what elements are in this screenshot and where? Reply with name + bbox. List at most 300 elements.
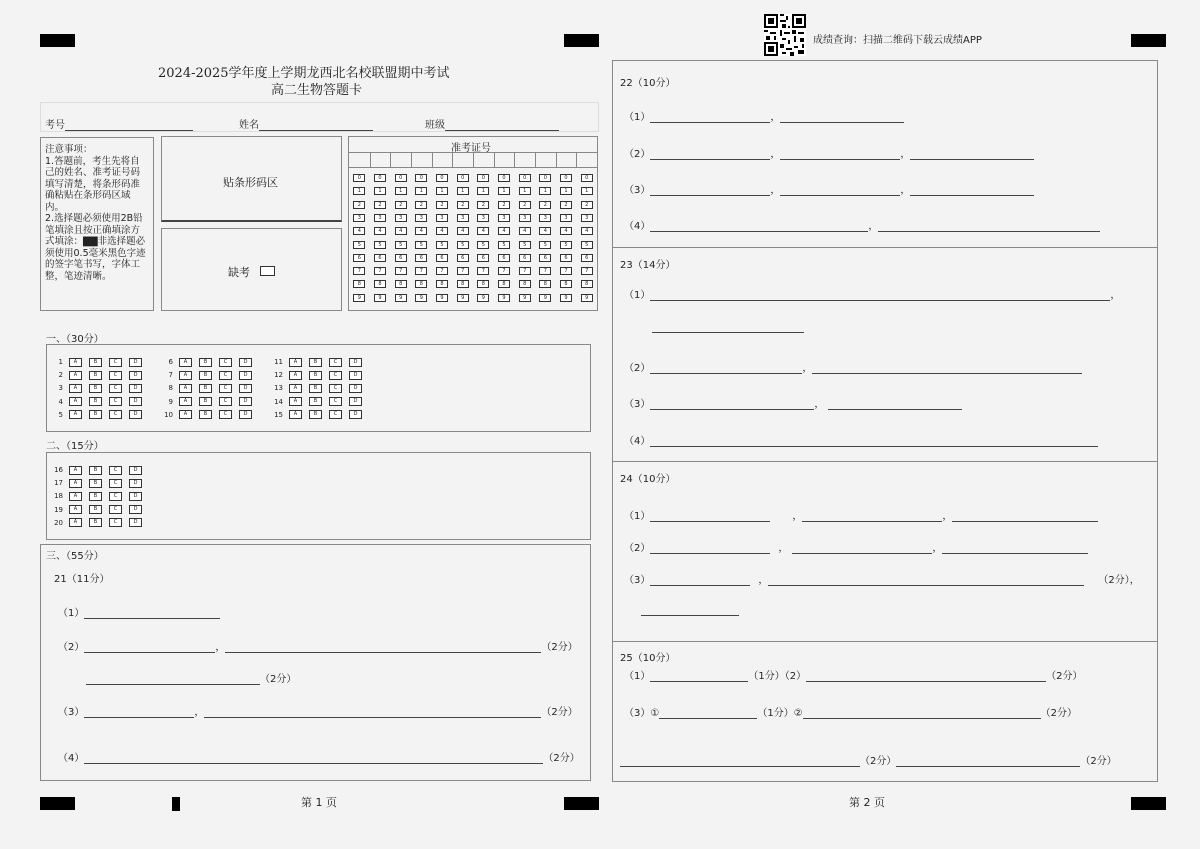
- digit-bubble[interactable]: 2: [519, 201, 531, 209]
- answer-line[interactable]: [650, 220, 868, 232]
- option-bubble[interactable]: A: [69, 397, 82, 406]
- corner-mark: [40, 797, 75, 810]
- option-bubble[interactable]: C: [219, 358, 232, 367]
- digit-bubble[interactable]: 6: [395, 254, 407, 262]
- option-bubble[interactable]: D: [349, 358, 362, 367]
- mc-question-row: [269, 357, 369, 367]
- option-bubble[interactable]: C: [219, 397, 232, 406]
- digit-bubble[interactable]: 6: [415, 254, 427, 262]
- option-bubble[interactable]: D: [349, 371, 362, 380]
- option-bubble[interactable]: B: [199, 397, 212, 406]
- digit-bubble[interactable]: 4: [457, 227, 469, 235]
- digit-bubble[interactable]: 3: [477, 214, 489, 222]
- digit-bubble[interactable]: 5: [374, 241, 386, 249]
- answer-line[interactable]: [780, 184, 900, 196]
- digit-bubble[interactable]: 2: [415, 201, 427, 209]
- digit-bubble[interactable]: 0: [498, 174, 510, 182]
- digit-bubble[interactable]: 8: [498, 280, 510, 288]
- digit-bubble[interactable]: 9: [415, 294, 427, 302]
- answer-line[interactable]: [84, 752, 543, 764]
- option-bubble[interactable]: C: [109, 397, 122, 406]
- answer-line[interactable]: [225, 641, 541, 653]
- grid-divider: [556, 152, 557, 167]
- q23-part2: [624, 359, 1082, 374]
- option-bubble[interactable]: C: [109, 518, 122, 527]
- digit-bubble[interactable]: 9: [457, 294, 469, 302]
- option-bubble[interactable]: A: [289, 397, 302, 406]
- question-number: 1: [58, 358, 63, 366]
- digit-bubble[interactable]: 2: [539, 201, 551, 209]
- option-bubble[interactable]: A: [289, 358, 302, 367]
- answer-line[interactable]: [650, 542, 770, 554]
- digit-bubble[interactable]: 4: [395, 227, 407, 235]
- option-bubble[interactable]: D: [129, 384, 142, 393]
- option-bubble[interactable]: B: [89, 384, 102, 393]
- q21-p3-label: （3）: [58, 707, 85, 718]
- mc-question-row: [49, 410, 149, 420]
- exam-no-field[interactable]: [45, 116, 193, 131]
- digit-bubble[interactable]: 4: [498, 227, 510, 235]
- digit-bubble[interactable]: 8: [581, 280, 593, 288]
- option-bubble[interactable]: A: [179, 358, 192, 367]
- points-label: （2分），: [1098, 575, 1140, 586]
- digit-bubble[interactable]: 2: [374, 201, 386, 209]
- digit-bubble[interactable]: 9: [353, 294, 365, 302]
- option-bubble[interactable]: A: [179, 410, 192, 419]
- digit-bubble[interactable]: 1: [519, 187, 531, 195]
- answer-line[interactable]: [84, 607, 220, 619]
- digit-bubble[interactable]: 1: [395, 187, 407, 195]
- answer-line[interactable]: [650, 289, 1110, 301]
- answer-line[interactable]: [650, 148, 770, 160]
- q21-p1-label: （1）: [58, 608, 85, 619]
- digit-bubble[interactable]: 9: [395, 294, 407, 302]
- digit-bubble[interactable]: 8: [436, 280, 448, 288]
- digit-bubble[interactable]: 6: [498, 254, 510, 262]
- digit-bubble[interactable]: 3: [374, 214, 386, 222]
- digit-bubble[interactable]: 0: [353, 174, 365, 182]
- digit-bubble[interactable]: 0: [436, 174, 448, 182]
- absent-area: [161, 228, 342, 311]
- answer-line[interactable]: [952, 510, 1098, 522]
- option-bubble[interactable]: D: [349, 384, 362, 393]
- digit-bubble[interactable]: 9: [581, 294, 593, 302]
- digit-bubble[interactable]: 4: [353, 227, 365, 235]
- option-bubble[interactable]: B: [89, 358, 102, 367]
- option-bubble[interactable]: B: [309, 384, 322, 393]
- option-bubble[interactable]: B: [89, 479, 102, 488]
- digit-bubble[interactable]: 7: [353, 267, 365, 275]
- mc-question-row: [269, 410, 369, 420]
- answer-line[interactable]: [650, 362, 802, 374]
- option-bubble[interactable]: D: [129, 397, 142, 406]
- barcode-label: 贴条形码区: [223, 176, 278, 189]
- digit-bubble[interactable]: 0: [415, 174, 427, 182]
- option-bubble[interactable]: C: [329, 358, 342, 367]
- digit-bubble[interactable]: 3: [395, 214, 407, 222]
- option-bubble[interactable]: B: [309, 371, 322, 380]
- digit-bubble[interactable]: 5: [539, 241, 551, 249]
- answer-line[interactable]: [650, 111, 770, 123]
- answer-line[interactable]: [641, 604, 739, 616]
- option-bubble[interactable]: C: [109, 479, 122, 488]
- answer-line[interactable]: [650, 435, 1098, 447]
- digit-bubble[interactable]: 8: [395, 280, 407, 288]
- answer-line[interactable]: [812, 362, 1082, 374]
- option-bubble[interactable]: C: [109, 384, 122, 393]
- question-number: 18: [54, 492, 63, 501]
- option-bubble[interactable]: B: [89, 518, 102, 527]
- answer-line[interactable]: [910, 148, 1034, 160]
- option-bubble[interactable]: D: [129, 505, 142, 514]
- mc-question-row: [49, 478, 149, 488]
- digit-bubble[interactable]: 2: [560, 201, 572, 209]
- answer-line[interactable]: [768, 574, 1084, 586]
- points-label: （2分）: [1080, 756, 1117, 767]
- q23-part4: [624, 432, 1098, 447]
- digit-bubble[interactable]: 0: [581, 174, 593, 182]
- option-bubble[interactable]: D: [239, 358, 252, 367]
- qr-caption: 成绩查询：扫描二维码下载云成绩APP: [813, 35, 982, 46]
- option-bubble[interactable]: B: [89, 505, 102, 514]
- points-label: （2分）: [1040, 708, 1078, 719]
- answer-line[interactable]: [84, 706, 194, 718]
- answer-line[interactable]: [878, 220, 1100, 232]
- mc-section-1: [46, 344, 591, 432]
- digit-bubble[interactable]: 1: [415, 187, 427, 195]
- digit-bubble[interactable]: 8: [457, 280, 469, 288]
- digit-bubble[interactable]: 1: [477, 187, 489, 195]
- digit-bubble[interactable]: 2: [581, 201, 593, 209]
- option-bubble[interactable]: C: [219, 410, 232, 419]
- digit-bubble[interactable]: 3: [498, 214, 510, 222]
- option-bubble[interactable]: A: [69, 466, 82, 475]
- digit-bubble[interactable]: 5: [581, 241, 593, 249]
- digit-bubble[interactable]: 7: [457, 267, 469, 275]
- q24-part2: [624, 539, 1088, 554]
- option-bubble[interactable]: C: [109, 492, 122, 501]
- digit-bubble[interactable]: 3: [519, 214, 531, 222]
- answer-line[interactable]: [650, 510, 770, 522]
- option-bubble[interactable]: B: [89, 410, 102, 419]
- exam-no-label: 考号: [45, 120, 65, 131]
- digit-bubble[interactable]: 9: [560, 294, 572, 302]
- digit-bubble[interactable]: 5: [498, 241, 510, 249]
- option-bubble[interactable]: C: [219, 384, 232, 393]
- digit-bubble[interactable]: 8: [353, 280, 365, 288]
- option-bubble[interactable]: A: [69, 384, 82, 393]
- option-bubble[interactable]: C: [329, 410, 342, 419]
- digit-bubble[interactable]: 8: [477, 280, 489, 288]
- answer-line[interactable]: [204, 706, 541, 718]
- digit-bubble[interactable]: 7: [519, 267, 531, 275]
- digit-bubble[interactable]: 1: [539, 187, 551, 195]
- separator: ，: [770, 112, 781, 123]
- question-number: 6: [168, 358, 173, 366]
- digit-bubble[interactable]: 7: [498, 267, 510, 275]
- name-field[interactable]: [239, 116, 373, 131]
- option-bubble[interactable]: D: [239, 371, 252, 380]
- answer-line[interactable]: [650, 398, 814, 410]
- option-bubble[interactable]: D: [129, 371, 142, 380]
- digit-bubble[interactable]: 6: [436, 254, 448, 262]
- label: （2）: [624, 149, 651, 160]
- q25-part3-cont: [620, 752, 1117, 767]
- separator: ，: [900, 185, 911, 196]
- digit-bubble[interactable]: 5: [477, 241, 489, 249]
- digit-bubble[interactable]: 2: [436, 201, 448, 209]
- answer-line[interactable]: [84, 641, 215, 653]
- option-bubble[interactable]: C: [109, 505, 122, 514]
- separator: ，: [932, 543, 943, 554]
- q21-title: 21（11分）: [54, 574, 110, 585]
- corner-mark: [564, 34, 599, 47]
- digit-bubble[interactable]: 0: [395, 174, 407, 182]
- option-bubble[interactable]: D: [129, 492, 142, 501]
- digit-bubble[interactable]: 9: [539, 294, 551, 302]
- answer-line[interactable]: [792, 542, 932, 554]
- digit-bubble[interactable]: 5: [519, 241, 531, 249]
- digit-bubble[interactable]: 7: [436, 267, 448, 275]
- section-3-title: 三、（55分）: [46, 551, 104, 562]
- label: （2）: [624, 543, 651, 554]
- answer-line[interactable]: [910, 184, 1034, 196]
- digit-bubble[interactable]: 4: [415, 227, 427, 235]
- option-bubble[interactable]: A: [69, 358, 82, 367]
- digit-bubble[interactable]: 0: [477, 174, 489, 182]
- digit-bubble[interactable]: 9: [436, 294, 448, 302]
- answer-line[interactable]: [896, 755, 1080, 767]
- digit-bubble[interactable]: 3: [457, 214, 469, 222]
- digit-bubble[interactable]: 1: [560, 187, 572, 195]
- digit-bubble[interactable]: 1: [436, 187, 448, 195]
- option-bubble[interactable]: C: [219, 371, 232, 380]
- digit-bubble[interactable]: 4: [436, 227, 448, 235]
- digit-bubble[interactable]: 4: [519, 227, 531, 235]
- digit-bubble[interactable]: 5: [560, 241, 572, 249]
- separator: ，: [792, 511, 803, 522]
- answer-line[interactable]: [780, 111, 904, 123]
- digit-bubble[interactable]: 6: [560, 254, 572, 262]
- answer-line[interactable]: [942, 542, 1088, 554]
- answer-line[interactable]: [620, 755, 860, 767]
- digit-bubble[interactable]: 6: [581, 254, 593, 262]
- answer-line[interactable]: [650, 574, 750, 586]
- answer-line[interactable]: [802, 510, 942, 522]
- option-bubble[interactable]: B: [89, 397, 102, 406]
- mc-question-row: [49, 518, 149, 528]
- absent-checkbox[interactable]: [260, 266, 275, 276]
- digit-bubble[interactable]: 4: [581, 227, 593, 235]
- digit-bubble[interactable]: 5: [395, 241, 407, 249]
- option-bubble[interactable]: D: [129, 410, 142, 419]
- digit-bubble[interactable]: 1: [374, 187, 386, 195]
- mc-question-row: [269, 370, 369, 380]
- option-bubble[interactable]: A: [179, 371, 192, 380]
- digit-bubble[interactable]: 7: [395, 267, 407, 275]
- option-bubble[interactable]: C: [109, 358, 122, 367]
- digit-bubble[interactable]: 3: [539, 214, 551, 222]
- digit-bubble[interactable]: 1: [498, 187, 510, 195]
- option-bubble[interactable]: D: [349, 410, 362, 419]
- option-bubble[interactable]: C: [109, 466, 122, 475]
- option-bubble[interactable]: A: [289, 410, 302, 419]
- answer-line[interactable]: [650, 670, 748, 682]
- digit-bubble[interactable]: 0: [539, 174, 551, 182]
- digit-bubble[interactable]: 1: [353, 187, 365, 195]
- option-bubble[interactable]: D: [129, 479, 142, 488]
- option-bubble[interactable]: D: [349, 397, 362, 406]
- q24-part1: [624, 507, 1098, 522]
- digit-bubble[interactable]: 9: [374, 294, 386, 302]
- digit-bubble[interactable]: 4: [539, 227, 551, 235]
- q22-part1: [624, 108, 904, 123]
- section-2-title: 二、（15分）: [46, 441, 104, 452]
- option-bubble[interactable]: A: [289, 384, 302, 393]
- points-label: （2分）: [543, 753, 580, 764]
- mc-question-row: [49, 465, 149, 475]
- option-bubble[interactable]: A: [69, 410, 82, 419]
- option-bubble[interactable]: B: [199, 371, 212, 380]
- digit-bubble[interactable]: 6: [374, 254, 386, 262]
- mc-question-row: [49, 357, 149, 367]
- digit-bubble[interactable]: 9: [519, 294, 531, 302]
- option-bubble[interactable]: C: [109, 371, 122, 380]
- digit-bubble[interactable]: 6: [457, 254, 469, 262]
- answer-line[interactable]: [803, 707, 1041, 719]
- grid-divider: [494, 152, 495, 167]
- digit-bubble[interactable]: 4: [374, 227, 386, 235]
- option-bubble[interactable]: A: [289, 371, 302, 380]
- digit-bubble[interactable]: 3: [436, 214, 448, 222]
- digit-bubble[interactable]: 7: [560, 267, 572, 275]
- digit-bubble[interactable]: 1: [457, 187, 469, 195]
- option-bubble[interactable]: A: [69, 479, 82, 488]
- digit-bubble[interactable]: 6: [539, 254, 551, 262]
- digit-bubble[interactable]: 5: [457, 241, 469, 249]
- option-bubble[interactable]: A: [179, 397, 192, 406]
- option-bubble[interactable]: A: [69, 518, 82, 527]
- mc-question-row: [49, 397, 149, 407]
- answer-line[interactable]: [659, 707, 757, 719]
- answer-line[interactable]: [650, 184, 770, 196]
- class-field[interactable]: [425, 116, 559, 131]
- digit-bubble[interactable]: 0: [374, 174, 386, 182]
- digit-bubble[interactable]: 0: [560, 174, 572, 182]
- q24-part3: [624, 571, 1140, 586]
- digit-bubble[interactable]: 8: [539, 280, 551, 288]
- digit-bubble[interactable]: 2: [477, 201, 489, 209]
- answer-line[interactable]: [652, 321, 804, 333]
- separator: ，: [770, 185, 781, 196]
- mc-section-2: [46, 452, 591, 540]
- digit-bubble[interactable]: 7: [374, 267, 386, 275]
- option-bubble[interactable]: B: [199, 384, 212, 393]
- digit-bubble[interactable]: 6: [519, 254, 531, 262]
- digit-bubble[interactable]: 6: [353, 254, 365, 262]
- option-bubble[interactable]: B: [89, 492, 102, 501]
- option-bubble[interactable]: B: [309, 410, 322, 419]
- question-number: 19: [54, 505, 63, 514]
- digit-bubble[interactable]: 9: [477, 294, 489, 302]
- digit-bubble[interactable]: 3: [415, 214, 427, 222]
- digit-bubble[interactable]: 2: [353, 201, 365, 209]
- page-2-footer: 第 2 页: [849, 796, 885, 809]
- section-3-box: [40, 544, 591, 781]
- option-bubble[interactable]: D: [239, 410, 252, 419]
- digit-bubble[interactable]: 4: [560, 227, 572, 235]
- option-bubble[interactable]: D: [239, 384, 252, 393]
- q23-part1: [624, 286, 1120, 301]
- option-bubble[interactable]: C: [109, 410, 122, 419]
- q23-part3: [624, 395, 962, 410]
- digit-bubble[interactable]: 9: [498, 294, 510, 302]
- digit-bubble[interactable]: 7: [539, 267, 551, 275]
- answer-line[interactable]: [828, 398, 962, 410]
- option-bubble[interactable]: B: [309, 397, 322, 406]
- option-bubble[interactable]: A: [69, 371, 82, 380]
- digit-bubble[interactable]: 3: [353, 214, 365, 222]
- digit-bubble[interactable]: 2: [457, 201, 469, 209]
- digit-bubble[interactable]: 8: [519, 280, 531, 288]
- option-bubble[interactable]: B: [89, 466, 102, 475]
- option-bubble[interactable]: B: [309, 358, 322, 367]
- q22-title: 22（10分）: [620, 78, 676, 89]
- digit-bubble[interactable]: 2: [498, 201, 510, 209]
- digit-bubble[interactable]: 2: [395, 201, 407, 209]
- option-bubble[interactable]: D: [129, 518, 142, 527]
- digit-bubble[interactable]: 5: [415, 241, 427, 249]
- digit-bubble[interactable]: 8: [374, 280, 386, 288]
- option-bubble[interactable]: D: [129, 358, 142, 367]
- option-bubble[interactable]: C: [329, 397, 342, 406]
- question-number: 16: [54, 466, 63, 474]
- answer-line[interactable]: [806, 670, 1046, 682]
- digit-bubble[interactable]: 1: [581, 187, 593, 195]
- label: （4）: [624, 221, 651, 232]
- digit-bubble[interactable]: 3: [560, 214, 572, 222]
- answer-line[interactable]: [780, 148, 900, 160]
- digit-bubble[interactable]: 3: [581, 214, 593, 222]
- option-bubble[interactable]: A: [69, 505, 82, 514]
- answer-line[interactable]: [86, 673, 260, 685]
- option-bubble[interactable]: C: [329, 384, 342, 393]
- digit-bubble[interactable]: 5: [436, 241, 448, 249]
- option-bubble[interactable]: D: [129, 466, 142, 475]
- mc-question-row: [159, 357, 259, 367]
- digit-bubble[interactable]: 8: [560, 280, 572, 288]
- digit-bubble[interactable]: 0: [519, 174, 531, 182]
- option-bubble[interactable]: B: [199, 358, 212, 367]
- option-bubble[interactable]: C: [329, 371, 342, 380]
- q23-part1-cont: [652, 321, 804, 333]
- option-bubble[interactable]: B: [89, 371, 102, 380]
- digit-bubble[interactable]: 8: [415, 280, 427, 288]
- digit-bubble[interactable]: 0: [457, 174, 469, 182]
- option-bubble[interactable]: D: [239, 397, 252, 406]
- barcode-area: [161, 136, 342, 222]
- option-bubble[interactable]: A: [69, 492, 82, 501]
- digit-bubble[interactable]: 7: [581, 267, 593, 275]
- digit-bubble[interactable]: 7: [415, 267, 427, 275]
- option-bubble[interactable]: B: [199, 410, 212, 419]
- option-bubble[interactable]: A: [179, 384, 192, 393]
- digit-bubble[interactable]: 7: [477, 267, 489, 275]
- digit-bubble[interactable]: 6: [477, 254, 489, 262]
- digit-bubble[interactable]: 4: [477, 227, 489, 235]
- digit-bubble[interactable]: 5: [353, 241, 365, 249]
- separator: ，: [778, 543, 789, 554]
